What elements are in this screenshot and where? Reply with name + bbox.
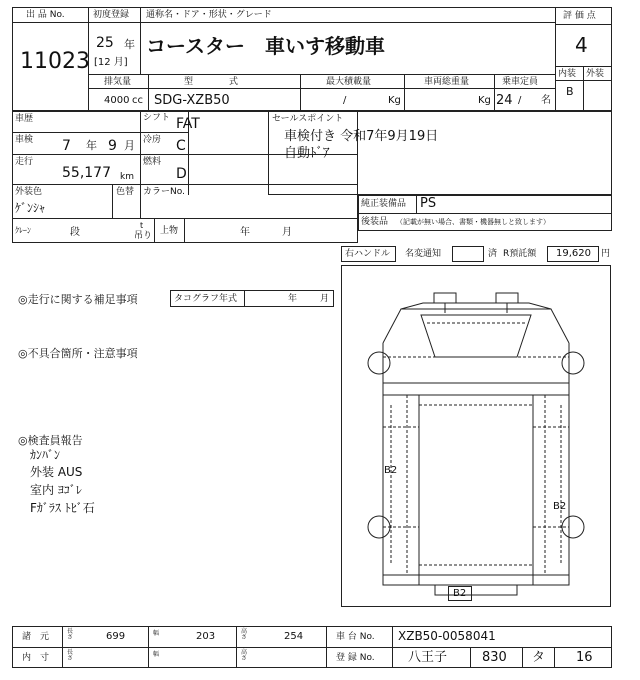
inner-width-label: 幅 [152,651,159,658]
inspection-month-unit: 月 [124,139,135,152]
lift-month: 月 [282,227,292,238]
inspector-report-label: ◎検査員報告 [18,434,83,447]
capacity-unit: 名 [541,95,551,106]
chassis-label: 車 台 No. [336,632,375,642]
displacement-label: 排気量 [104,77,132,87]
name-change-checkbox [452,246,484,262]
inspection-year-unit: 年 [86,139,97,152]
tachograph-month: 月 [320,294,330,304]
vehicle-diagram [341,265,611,607]
exterior-color-value: ｹﾞﾝｼｬ [15,201,46,215]
first-reg-month: [12 月] [94,57,128,68]
damage-mark-rear: B2 [453,588,467,599]
crane-hang: 吊り [134,231,153,241]
report-line: 室内 ﾖｺﾞﾚ [30,483,82,497]
gross-weight-unit: Kg [478,95,491,106]
inner-dimensions-label: 内 寸 [22,653,50,663]
retrofit-note: （記載が無い場合、書類・機器無しと致します） [396,218,550,226]
length-value: 699 [106,631,126,642]
capacity-value: 24 [496,93,513,108]
mileage-unit: km [120,172,134,182]
report-line: 外装 AUS [30,465,83,479]
lot-label: 出 品 No. [26,10,65,20]
crane-label: ｸﾚｰﾝ [15,226,31,235]
report-line: ｶﾝﾊﾞﾝ [30,448,61,462]
inner-length-label: 長さ [66,649,73,662]
width-label: 幅 [152,630,159,637]
registration-kana: タ [532,650,546,665]
registration-area: 八王子 [408,650,448,665]
inspection-month: 9 [108,138,117,154]
capacity-label: 乗車定員 [502,77,539,87]
recycle-label: R預託額 [503,249,537,259]
driving-notes-label: ◎走行に関する補足事項 [18,293,138,306]
width-value: 203 [196,631,216,642]
mileage-label: 走行 [15,157,34,167]
history-label: 車歴 [15,114,34,124]
equipment-value: PS [420,196,437,211]
model-value: SDG-XZB50 [154,93,230,108]
right-handle: 右ハンドル [345,249,391,259]
overall-grade: 4 [575,33,588,57]
length-label: 長さ [66,628,73,641]
damage-mark-left: B2 [384,465,398,476]
ac-label: 冷房 [143,135,162,145]
retrofit-label: 後装品 [361,217,389,227]
crane-ton: t [140,221,144,230]
chassis-value: XZB50-0058041 [398,629,496,643]
damage-mark-right: B2 [553,501,567,512]
max-load-slash: / [343,95,347,106]
recycle-done: 済 [488,249,498,259]
registration-class: 830 [482,650,507,665]
registration-label: 登 録 No. [336,653,375,663]
lot-number: 11023 [20,49,90,74]
name-change-label: 名変通知 [405,249,442,259]
report-line: Fｶﾞﾗｽ ﾄﾋﾞ石 [30,501,95,515]
exterior-color-label: 外装色 [15,187,43,197]
car-name: コースター 車いす移動車 [146,34,385,58]
lift-label: 上物 [160,226,179,236]
name-label: 通称名・ドア・形状・グレード [146,10,272,20]
registration-number: 16 [576,650,593,665]
color-change-label: 色替 [116,187,135,197]
inspection-year: 7 [62,138,71,154]
tachograph-label: タコグラフ年式 [174,294,238,304]
yen-unit: 円 [601,249,611,259]
max-load-label: 最大積載量 [326,77,372,87]
displacement-value: 4000 [104,95,130,106]
equipment-label: 純正装備品 [361,199,407,209]
interior-grade: B [566,85,574,98]
capacity-slash: / [518,95,522,106]
first-reg-year: 25 [96,35,114,51]
recycle-amount: 19,620 [556,248,591,259]
interior-grade-label: 内装 [558,69,577,79]
shift-value: FAT [176,116,200,132]
lift-year: 年 [240,227,250,238]
first-reg-label: 初度登録 [93,10,130,20]
shift-label: シフト [143,113,171,123]
defects-label: ◎不具合箇所・注意事項 [18,347,138,360]
exterior-grade-label: 外装 [586,69,605,79]
mileage-value: 55,177 [62,165,111,181]
sales-point-line2: 自動ﾄﾞｱ [284,146,330,161]
first-reg-year-unit: 年 [124,38,135,51]
fuel-value: D [176,166,187,182]
height-label: 高さ [240,628,247,641]
color-no-label: カラーNo. [143,187,185,197]
fuel-label: 燃料 [143,157,162,167]
dimensions-label: 諸 元 [22,632,50,642]
tachograph-year: 年 [288,294,298,304]
sales-point-line1: 車検付き 令和7年9月19日 [284,129,439,144]
gross-weight-label: 車両総重量 [424,77,470,87]
ac-value: C [176,138,186,154]
inner-height-label: 高さ [240,649,247,662]
inspection-label: 車検 [15,135,34,145]
crane-stage: 段 [70,227,80,238]
sales-point-label: セールスポイント [272,114,344,124]
model-label: 型 式 [184,77,239,87]
height-value: 254 [284,631,304,642]
grade-label: 評 価 点 [563,11,596,21]
max-load-unit: Kg [388,95,401,106]
cc-unit: cc [132,95,143,106]
